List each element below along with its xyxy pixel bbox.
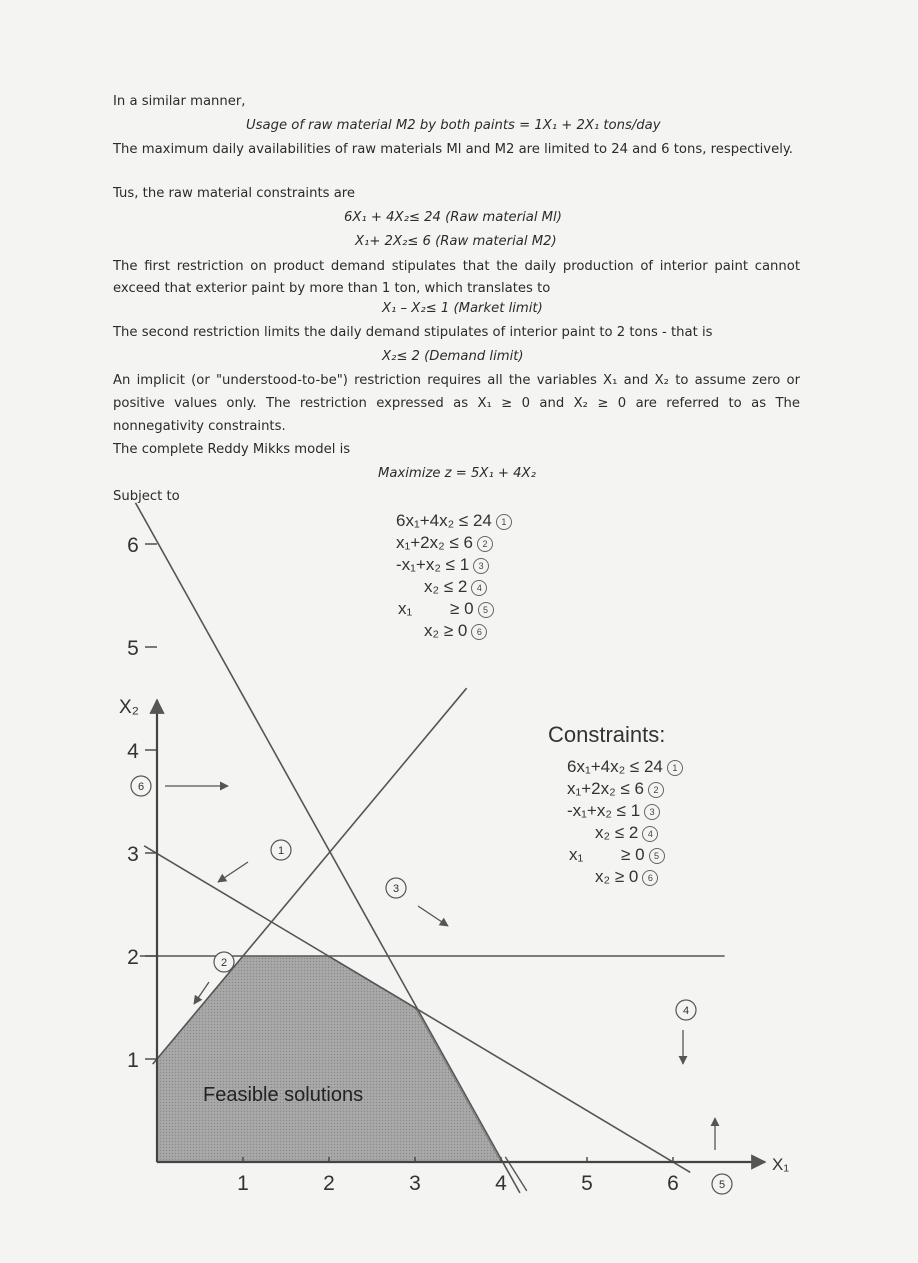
graph-constraint-expr: 6x₁+4x₂ ≤ 24 — [567, 757, 663, 776]
paragraph-raw-constraints: Tus, the raw material constraints are — [113, 186, 356, 201]
direction-arrow-icon — [218, 862, 248, 882]
y-axis-label: X₂ — [119, 697, 140, 718]
constraint-number-badge: 3 — [473, 558, 489, 574]
graph-constraint-expr: x₁ ≥ 0 — [569, 845, 645, 864]
graph-constraint-4 — [595, 823, 658, 843]
constraint-number-badge: 5 — [478, 602, 494, 618]
equation-objective: Maximize z = 5X₁ + 4X₂ — [378, 466, 536, 481]
direction-arrow-icon — [418, 906, 448, 926]
constraint-number-badge: 4 — [642, 826, 658, 842]
model-constraint-expr: x₁+2x₂ ≤ 6 — [396, 533, 473, 552]
constraint-tag-label: 6 — [137, 781, 145, 793]
x-tick-label: 6 — [667, 1172, 679, 1195]
graph-constraint-expr: x₁+2x₂ ≤ 6 — [567, 779, 644, 798]
paragraph-model-intro: The complete Reddy Mikks model is — [113, 442, 351, 457]
x-tick-label: 1 — [237, 1172, 249, 1195]
constraint-tag-label: 3 — [392, 883, 400, 895]
model-constraint-expr: x₂ ≤ 2 — [424, 577, 468, 596]
y-tick-label: 2 — [127, 946, 139, 969]
x-tick-label: 4 — [495, 1172, 507, 1195]
constraint-tag-label: 2 — [220, 957, 228, 969]
constraint-number-badge: 5 — [649, 848, 665, 864]
model-constraint-expr: -x₁+x₂ ≤ 1 — [396, 555, 470, 574]
label-subject-to: Subject to — [113, 489, 180, 504]
equation-demand-limit: X₂≤ 2 (Demand limit) — [382, 349, 524, 364]
equation-m2-usage: Usage of raw material M2 by both paints = 1X₁ + 2X₁ tons/day — [246, 118, 661, 133]
constraint-number-badge: 3 — [644, 804, 660, 820]
graph-title: Constraints: — [548, 722, 666, 747]
graph-constraint-expr: x₂ ≥ 0 — [595, 867, 639, 886]
constraint-number-badge: 4 — [471, 580, 487, 596]
y-tick-label: 6 — [127, 534, 139, 557]
constraint-number-badge: 1 — [667, 760, 683, 776]
model-constraint-expr: 6x₁+4x₂ ≤ 24 — [396, 511, 492, 530]
graph-constraint-expr: -x₁+x₂ ≤ 1 — [567, 801, 641, 820]
paragraph-demand-limit: The second restriction limits the daily demand stipulates of interior paint to 2 tons - that is — [113, 325, 713, 340]
graph-constraint-5 — [569, 845, 665, 865]
y-tick-label: 3 — [127, 843, 139, 866]
graph-constraint-1 — [567, 757, 683, 777]
graph-constraint-2 — [567, 779, 664, 799]
graph-constraint-expr: x₂ ≤ 2 — [595, 823, 639, 842]
paragraph-nonnegativity: An implicit (or "understood-to-be") restriction requires all the variables X₁ and X₂ to assume zero or positive values only. The restriction expressed as X₁ ≥ 0 and X₂ ≥ 0 are referred to as The nonnegativity constraints. — [113, 373, 800, 434]
constraint-number-badge: 6 — [642, 870, 658, 886]
constraint-tag-label: 1 — [277, 845, 285, 857]
paragraph-intro: In a similar manner, — [113, 94, 246, 109]
equation-raw-m2: X₁+ 2X₂≤ 6 (Raw material M2) — [355, 234, 557, 249]
feasible-region-label: Feasible solutions — [203, 1084, 364, 1106]
graph-constraint-6 — [595, 867, 658, 887]
paragraph-product-demand: The first restriction on product demand stipulates that the daily production of interior paint cannot exceed that exterior paint by more than 1 ton, which translates to — [113, 259, 800, 296]
x-tick-label: 5 — [581, 1172, 593, 1195]
model-constraint-expr: x₁ ≥ 0 — [398, 599, 474, 618]
y-tick-label: 5 — [127, 637, 139, 660]
y-tick-label: 4 — [127, 740, 139, 763]
paragraph-availability: The maximum daily availabilities of raw materials Ml and M2 are limited to 24 and 6 tons, respectively. — [113, 142, 793, 157]
constraint-number-badge: 2 — [477, 536, 493, 552]
y-tick-label: 1 — [127, 1049, 139, 1072]
model-constraint-expr: x₂ ≥ 0 — [424, 621, 468, 640]
equation-market-limit: X₁ – X₂≤ 1 (Market limit) — [382, 301, 543, 316]
constraint-number-badge: 6 — [471, 624, 487, 640]
constraint-tag-label: 5 — [718, 1179, 726, 1191]
x-tick-label: 2 — [323, 1172, 335, 1195]
feasible-region — [157, 956, 501, 1162]
x-axis-label: X₁ — [772, 1155, 790, 1174]
constraint-number-badge: 1 — [496, 514, 512, 530]
constraint-tag-label: 4 — [682, 1005, 690, 1017]
x-tick-label: 3 — [409, 1172, 421, 1195]
graph-constraint-3 — [567, 801, 660, 821]
constraint-number-badge: 2 — [648, 782, 664, 798]
equation-raw-m1: 6X₁ + 4X₂≤ 24 (Raw material Ml) — [344, 210, 562, 225]
